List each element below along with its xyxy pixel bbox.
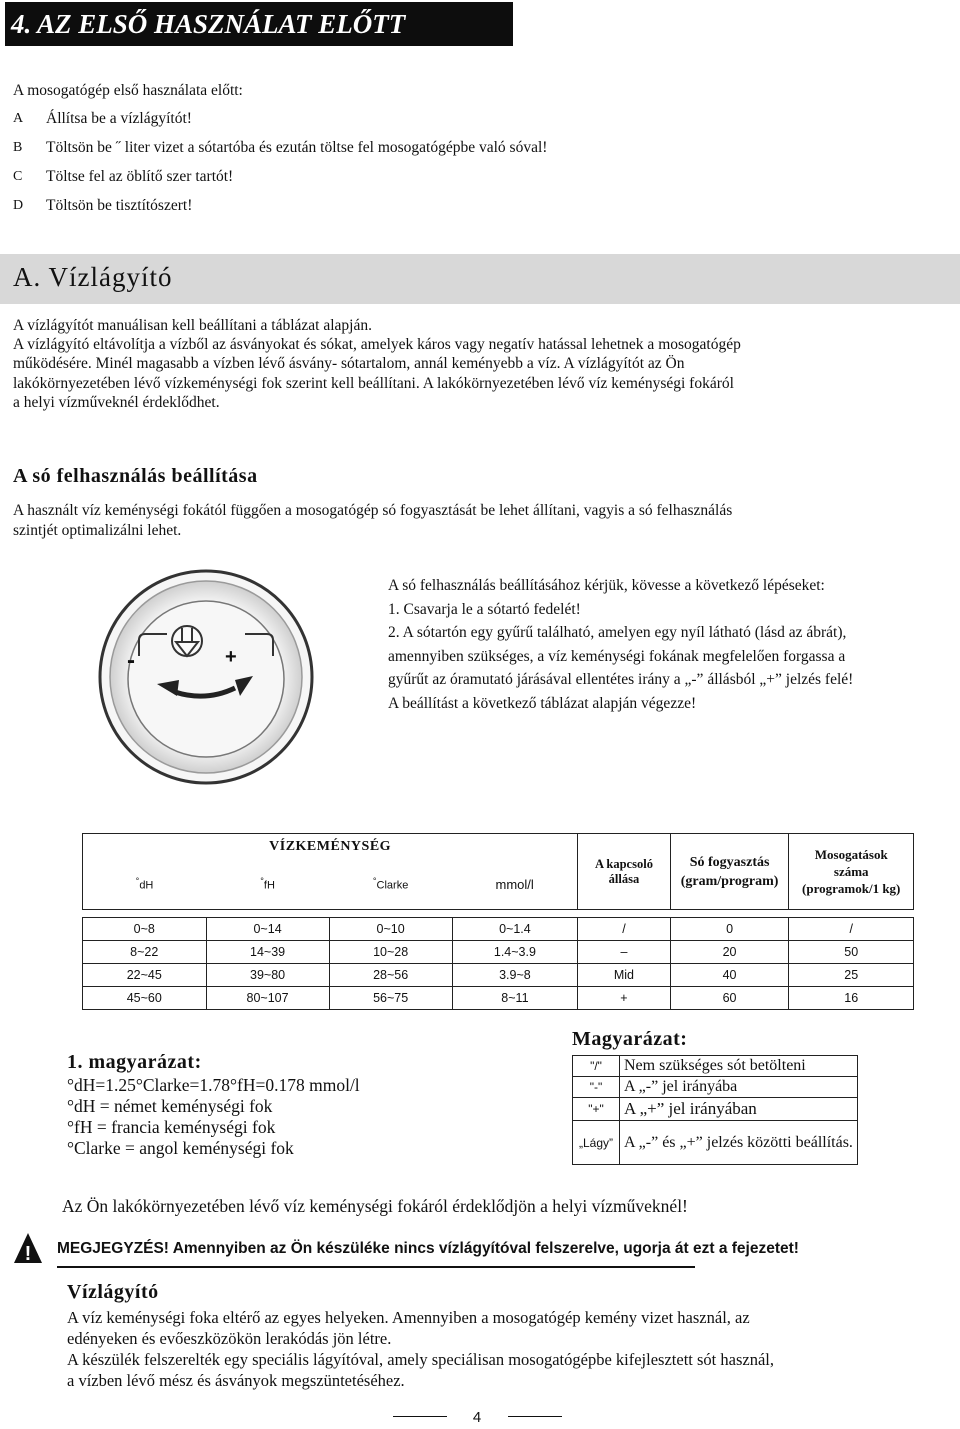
table-cell: 28~56 [329,964,452,987]
table-cell: 22~45 [83,964,207,987]
unit-label: Clarke [376,880,409,893]
text-line: A só felhasználás beállításához kérjük, kövesse a következő lépéseket: [388,577,825,594]
explanation-1 [67,1049,360,1159]
table-cell: 8~22 [83,941,207,964]
header-line: (programok/1 kg) [802,881,901,896]
warning-mark: ! [24,1243,32,1264]
table-row [83,964,914,987]
table-row [83,941,914,964]
text-line: lakókörnyezetében lévő vízkeménységi fok szerint kell beállítani. A lakókörnyezetében lévő víz keménységi fokáról [13,374,734,392]
hardness-group-header: VÍZKEMÉNYSÉG [83,834,578,860]
legend-key: "-" [573,1077,620,1098]
text-line: amennyiben szükséges, a víz keménységi fokának megfelelően forgassa a [388,647,846,665]
table-cell: 8~11 [452,987,578,1010]
dial-plus-label: + [225,646,237,668]
legend-key: "/" [573,1056,620,1077]
step-letter: A [13,111,24,126]
legend-value: A „-” jel irányába [620,1077,858,1098]
text-line: edényeken és evőeszközökön lerakódás jön létre. [67,1329,392,1348]
salt-consumption-header [670,834,789,910]
dial-minus-label: - [127,647,135,674]
step-item [13,191,913,220]
softener-title: Vízlágyító [67,1281,159,1303]
legend-row [573,1056,858,1077]
legend-title: Magyarázat: [572,1028,688,1050]
table-cell: 39~80 [206,964,329,987]
section-a-title: A. Vízlágyító [13,262,173,292]
legend-key: "+" [573,1098,620,1121]
arrow-down-icon [172,626,202,656]
legend-value: Nem szükséges sót betölteni [620,1056,858,1077]
table-cell: 20 [670,941,789,964]
table-cell: 45~60 [83,987,207,1010]
text-line: működésére. Minél magasabb a vízben lévő ásvány- sótartalom, annál keményebb a víz. A vízlágyítót az Ön [13,355,685,373]
text-line: 1. Csavarja le a sótartó fedelét! [388,600,581,618]
text-line: °Clarke = angol keménységi fok [67,1138,294,1158]
step-text: Töltsön be ˝ liter vizet a sótartóba és ezután töltse fel mosogatógépbe való sóval! [46,139,548,156]
table-cell: 0~10 [329,918,452,941]
salt-title: A só felhasználás beállítása [13,465,258,487]
softener-text [67,1307,957,1391]
explanation-1-title: 1. magyarázat: [67,1051,202,1073]
text-line: °fH = francia keménységi fok [67,1117,276,1137]
note-underline [57,1266,695,1268]
text-line: A vízlágyítót manuálisan kell beállítani a táblázat alapján. [13,317,372,334]
text-line: A víz keménységi foka eltérő az egyes helyeken. Amennyiben a mosogatógép kemény vizet használ, az [67,1308,750,1327]
table-cell: 40 [670,964,789,987]
unit-dh-header [83,860,207,910]
legend-value: A „-” és „+” jelzés közötti beállítás. [620,1121,858,1165]
legend-row [573,1077,858,1098]
salt-intro [13,501,913,540]
degree-sign: ° [372,876,377,887]
text-line: a vízben lévő mész és ásványok megszüntetéséhez. [67,1371,405,1390]
table-cell: 0~1.4 [452,918,578,941]
text-line: A készülék felszerelték egy speciális lágyítóval, amely speciálisan mosogatógépbe kifejlesztett sót használ, [67,1350,774,1369]
table-cell: Mid [578,964,670,987]
text-line: A beállítást a következő táblázat alapján végezze! [388,694,697,712]
step-letter: B [13,140,23,155]
step-item [13,104,913,133]
header-line: Só fogyasztás [689,854,770,870]
text-line: szintjét optimalizálni lehet. [13,521,182,539]
footer-rule-right [508,1416,562,1417]
legend-row [573,1121,858,1165]
step-item [13,162,913,191]
water-hardness-table [82,833,914,1010]
step-letter: D [13,198,24,213]
unit-clarke-header [329,860,452,910]
chapter-title: 4. AZ ELSŐ HASZNÁLAT ELŐTT [5,2,513,46]
table-cell: 56~75 [329,987,452,1010]
unit-label: fH [263,880,275,893]
table-cell: / [578,918,670,941]
unit-mmol-header: mmol/l [452,860,578,910]
table-cell: 50 [789,941,914,964]
step-text: Töltse fel az öblítő szer tartót! [46,168,234,185]
step-item [13,133,913,162]
section-a-text [13,316,913,412]
table-cell: 10~28 [329,941,452,964]
text-line: a helyi vízműveknél érdeklődhet. [13,393,220,411]
wash-count-header [789,834,914,910]
warning-icon [13,1232,43,1264]
header-line: (gram/program) [680,873,779,889]
switch-position-header: A kapcsoló állása [578,834,670,910]
salt-dial-illustration [97,568,315,786]
unit-label: dH [139,880,154,893]
page-number: 4 [472,1409,482,1426]
table-cell: 1.4~3.9 [452,941,578,964]
legend-key: „Lágy” [573,1121,620,1165]
table-cell: / [789,918,914,941]
step-text: Állítsa be a vízlágyítót! [46,110,192,127]
table-row [83,918,914,941]
degree-sign: ° [135,876,140,887]
legend-table [572,1055,858,1165]
first-use-steps [13,78,913,220]
table-cell: 0~14 [206,918,329,941]
text-line: °dH = német keménységi fok [67,1096,273,1116]
text-line: 2. A sótartón egy gyűrű található, amelyen egy nyíl látható (lásd az ábrát), [388,624,847,641]
table-cell: – [578,941,670,964]
table-row [83,987,914,1010]
table-cell: 3.9~8 [452,964,578,987]
table-cell: 25 [789,964,914,987]
legend-value: A „+” jel irányában [620,1098,858,1121]
table-spacer [83,910,914,918]
table-cell: 60 [670,987,789,1010]
text-line: °dH=1.25°Clarke=1.78°fH=0.178 mmol/l [67,1075,360,1095]
header-line: száma [833,864,869,879]
text-line: A vízlágyító eltávolítja a vízből az ásványokat és sókat, amelyek káros vagy negatív hatással lehetnek a mosogatógép [13,336,741,354]
step-letter: C [13,169,23,184]
table-cell: 0 [670,918,789,941]
table-cell: + [578,987,670,1010]
text-line: A használt víz keménységi fokától függően a mosogatógép só fogyasztását be lehet állítani, vagyis a só felhasználás [13,502,733,519]
steps-intro: A mosogatógép első használata előtt: [13,82,243,99]
table-cell: 16 [789,987,914,1010]
degree-sign: ° [260,876,264,887]
water-info-line: Az Ön lakókörnyezetében lévő víz keménységi fokáról érdeklődjön a helyi vízműveknél! [62,1196,688,1216]
unit-fh-header [206,860,329,910]
text-line: gyűrűt az óramutató járásával ellentétes irány a „-” állásból „+” jelzés felé! [388,671,854,688]
note-text: MEGJEGYZÉS! Amennyiben az Ön készüléke nincs vízlágyítóval felszerelve, ugorja át ezt a fejezetet! [57,1240,799,1257]
table-cell: 14~39 [206,941,329,964]
step-text: Töltsön be tisztítószert! [46,197,193,214]
salt-steps-text [388,574,948,715]
table-cell: 80~107 [206,987,329,1010]
section-a-band [0,254,960,304]
table-cell: 0~8 [83,918,207,941]
header-line: Mosogatások [814,847,888,862]
legend-row [573,1098,858,1121]
footer-rule-left [393,1416,447,1417]
